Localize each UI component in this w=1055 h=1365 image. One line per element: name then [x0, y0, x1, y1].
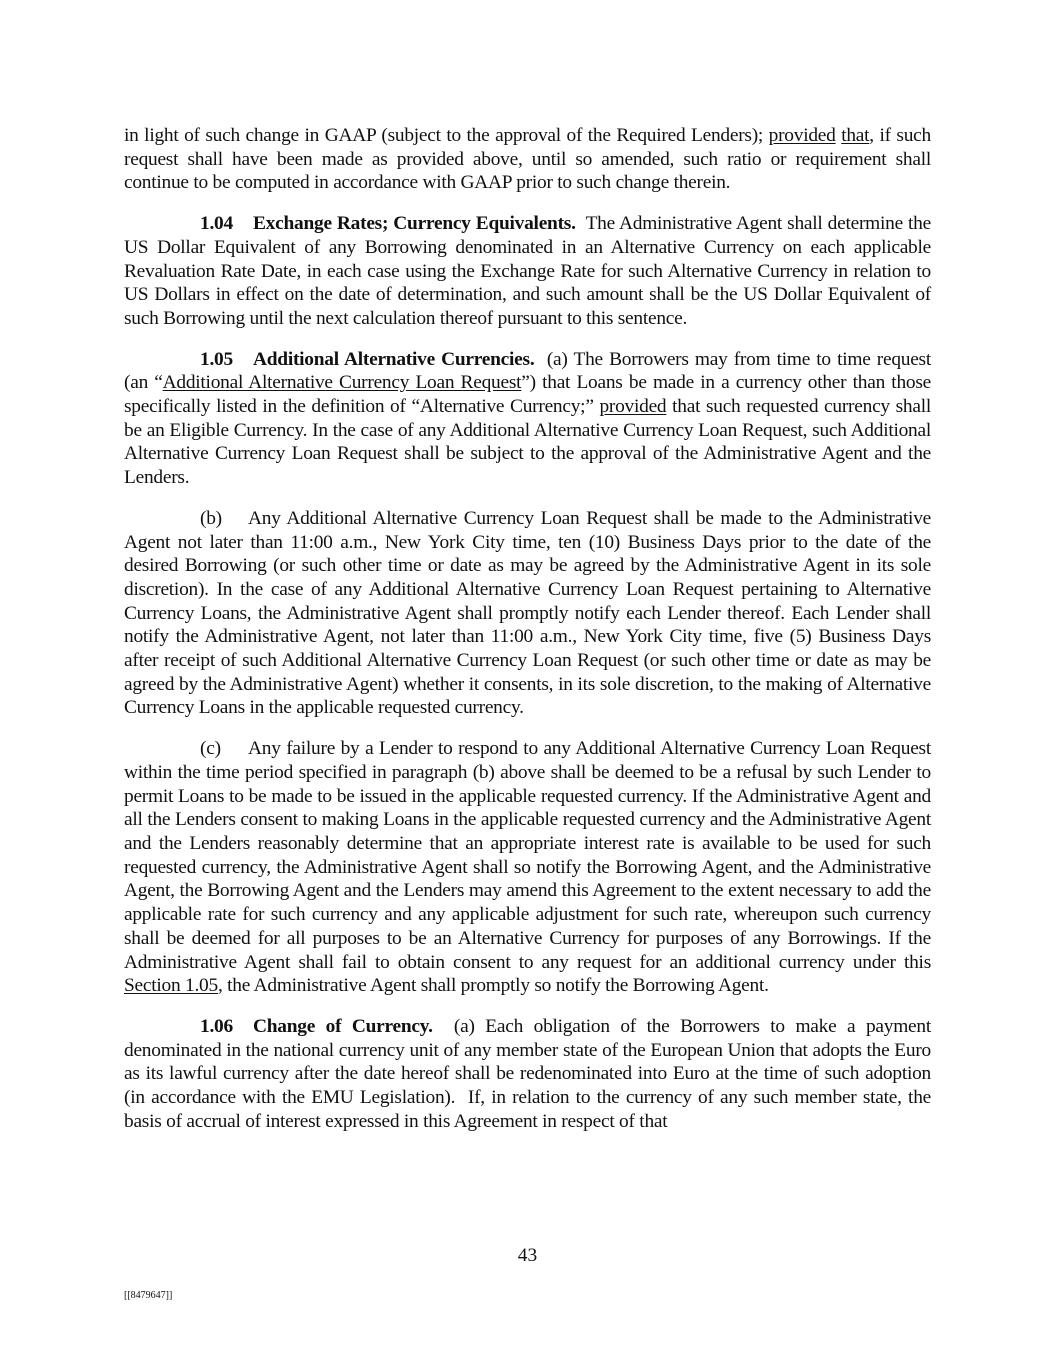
- section-body: The Administrative Agent shall determine the US Dollar Equivalent of any Borrowing denominated in an Alternative Currency on each applicable Revaluation Rate Date, in each case using the Exchange Rate for such Alternative Currency in relation to US Dollars in effect on the date of determination, and such amount shall be the US Dollar Equivalent of such Borrowing until the next calculation thereof pursuant to this sentence.: [124, 213, 936, 329]
- section-1-06: [124, 1015, 936, 1134]
- document-page: [124, 124, 936, 1150]
- subsection-label: (b): [200, 507, 222, 529]
- section-body: (a) The Borrowers may from time to time request (an “: [124, 348, 936, 394]
- section-1-05-a: [124, 348, 936, 490]
- subsection-body: Any Additional Alternative Currency Loan Request shall be made to the Administrative Agent not later than 11:00 a.m., New York City time, ten (10) Business Days prior to the date of the desired Borrowing (or such other time or date as may be agreed by the Administrative Agent in its sole discretion). In the case of any Additional Alternative Currency Loan Request pertaining to Alternative Currency Loans, the Administrative Agent shall promptly notify each Lender thereof. Each Lender shall notify the Administrative Agent, not later than 11:00 a.m., New York City time, five (5) Business Days after receipt of such Additional Alternative Currency Loan Request (or such other time or date as may be agreed by the Administrative Agent) whether it consents, in its sole discretion, to the making of Alternative Currency Loans in the applicable requested currency.: [124, 507, 931, 719]
- section-number: 1.06: [200, 1015, 233, 1037]
- section-1-05-c: [124, 737, 931, 998]
- section-title: Change of Currency.: [253, 1015, 433, 1037]
- section-body: (a) Each obligation of the Borrowers to make a payment denominated in the national currency unit of any member state of the European Union that adopts the Euro as its lawful currency after the date hereof shall be redenominated into Euro at the time of such adoption (in accordance with the EMU Legislation). If, in relation to the currency of any such member state, the basis of accrual of interest expressed in this Agreement in respect of that: [124, 1015, 936, 1132]
- page-number: 43: [517, 1245, 538, 1266]
- section-body-continued: that such requested currency shall be an Eligible Currency. In the case of any Additional Alternative Currency Loan Request, such Additional Alternative Currency Loan Request shall be subject to the approval of the Administrative Agent and the Lenders.: [124, 396, 931, 489]
- section-title: Additional Alternative Currencies.: [253, 348, 535, 370]
- subsection-body: Any failure by a Lender to respond to any Additional Alternative Currency Loan Request within the time period specified in paragraph (b) above shall be deemed to be a refusal by such Lender to permit Loans to be made to be issued in the applicable requested currency. If the Administrative Agent and all the Lenders consent to making Loans in the applicable requested currency and the Administrative Agent and the Lenders reasonably determine that an appropriate interest rate is available to be used for such requested currency, the Administrative Agent shall so notify the Borrowing Agent, and the Administrative Agent, the Borrowing Agent and the Lenders may amend this Agreement to the extent necessary to add the applicable rate for such currency and any applicable adjustment for such rate, whereupon such currency shall be deemed for all purposes to be an Alternative Currency for purposes of any Borrowings. If the Administrative Agent shall fail to obtain consent to any request for an additional currency under this: [124, 738, 931, 973]
- intro-paragraph: [124, 124, 931, 195]
- document-id: [[8479647]]: [124, 1290, 173, 1301]
- that-term: that: [841, 125, 870, 146]
- subsection-body-continued: , the Administrative Agent shall promptly so notify the Borrowing Agent.: [217, 975, 769, 997]
- intro-text-continued: , if such request shall have been made as provided above, until so amended, such ratio or requirement shall continue to be computed in accordance with GAAP prior to such change therein.: [124, 125, 931, 194]
- section-number: 1.04: [200, 213, 233, 235]
- provided-term: provided: [768, 125, 836, 146]
- section-1-05-b: [124, 507, 931, 720]
- provided-term: provided: [599, 396, 667, 418]
- defined-term: Additional Alternative Currency Loan Request: [162, 372, 522, 394]
- section-1-04: [124, 212, 936, 331]
- section-title: Exchange Rates; Currency Equivalents.: [253, 213, 576, 235]
- section-reference: Section 1.05: [124, 975, 218, 997]
- subsection-label: (c): [200, 738, 221, 760]
- section-number: 1.05: [200, 348, 233, 370]
- intro-text: in light of such change in GAAP (subject to the approval of the Required Lenders);: [124, 125, 769, 146]
- section-body-continued: ”) that Loans be made in a currency other than those specifically listed in the definition of “Alternative Currency;”: [124, 372, 931, 418]
